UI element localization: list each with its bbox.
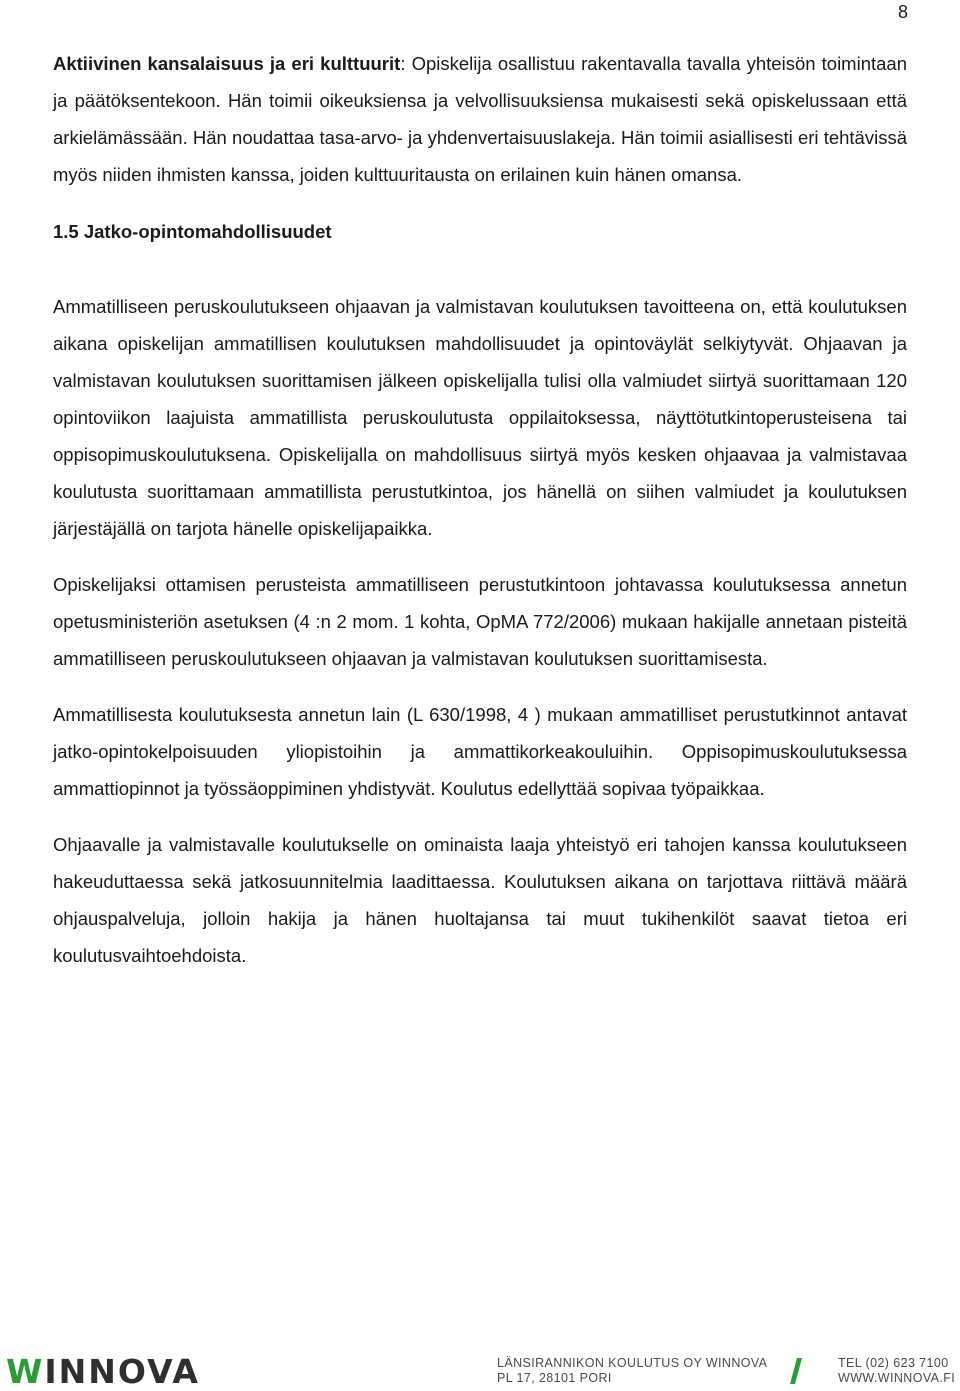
paragraph-goals: Ammatilliseen peruskoulutukseen ohjaavan ja valmistavan koulutuksen tavoitteena on, että koulutuksen aikana opiskelijan ammatillisen koulutuksen mahdollisuudet ja opintoväylät selkiytyvät. Ohjaavan ja valmistavan koulutuksen suorittamisen jälkeen opiskelijalla tulisi olla valmiudet siirtyä suorittamaan 120 opintoviikon laajuista ammatillista peruskoulutusta oppilaitoksessa, näyttötutkintoperusteisena tai oppisopimuskoulutuksena. Opiskelijalla on mahdollisuus siirtyä myös kesken ohjaavaa ja valmistavaa koulutusta suorittamaan ammatillista perustutkintoa, jos hänellä on siihen valmiudet ja koulutuksen järjestäjällä on tarjota hänelle opiskelijapaikka. <box>53 296 907 539</box>
document-body <box>53 45 907 974</box>
org-address <box>497 1356 767 1386</box>
paragraph-lead-term: Aktiivinen kansalaisuus ja eri kulttuurit <box>53 53 401 74</box>
paragraph-active-citizenship <box>53 45 907 193</box>
paragraph-legislation: Ammatillisesta koulutuksesta annetun lain (L 630/1998, 4 ) mukaan ammatilliset perustutkinnot antavat jatko-opintokelpoisuuden yliopistoihin ja ammattikorkeakouluihin. Oppisopimuskoulutuksessa ammattiopinnot ja työssäoppiminen yhdistyvät. Koulutus edellyttää sopivaa työpaikkaa. <box>53 704 907 799</box>
section-heading: 1.5 Jatko-opintomahdollisuudet <box>53 221 332 242</box>
logo-initial: W <box>6 1352 45 1391</box>
postal-address: PL 17, 28101 PORI <box>497 1371 612 1385</box>
brand-slash-icon <box>790 1358 802 1384</box>
paragraph-admission: Opiskelijaksi ottamisen perusteista ammatilliseen perustutkintoon johtavassa koulutuksessa annetun opetusministeriön asetuksen (4 :n 2 mom. 1 kohta, OpMA 772/2006) mukaan hakijalle annetaan pisteitä ammatilliseen peruskoulutukseen ohjaavan ja valmistavan koulutuksen suorittamisesta. <box>53 574 907 669</box>
org-name: LÄNSIRANNIKON KOULUTUS OY WINNOVA <box>497 1356 768 1370</box>
winnova-logo <box>6 1354 200 1390</box>
page-number: 8 <box>897 2 908 22</box>
phone-number: TEL (02) 623 7100 <box>838 1356 949 1370</box>
website-url: WWW.WINNOVA.FI <box>838 1371 956 1385</box>
paragraph-text: : Opiskelija osallistuu rakentavalla tavalla yhteisön toimintaan ja päätöksentekoon. Hän toimii oikeuksiensa ja velvollisuuksiensa mukaisesti sekä opiskelussaan että arkielämässään. Hän noudattaa tasa-arvo- ja yhdenvertaisuuslakeja. Hän toimii asiallisesti eri tehtävissä myös niiden ihmisten kanssa, joiden kulttuuritausta on erilainen kuin hänen omansa. <box>53 53 907 185</box>
paragraph-cooperation: Ohjaavalle ja valmistavalle koulutukselle on ominaista laaja yhteistyö eri tahojen kanssa koulutukseen hakeuduttaessa sekä jatkosuunnitelmia laadittaessa. Koulutuksen aikana on tarjottava riittävä määrä ohjauspalveluja, jolloin hakija ja hänen huoltajansa tai muut tukihenkilöt saavat tietoa eri koulutusvaihtoehdoista. <box>53 834 907 966</box>
logo-rest: INNOVA <box>44 1352 200 1391</box>
page-footer <box>0 1348 960 1389</box>
contact-info <box>838 1356 955 1386</box>
